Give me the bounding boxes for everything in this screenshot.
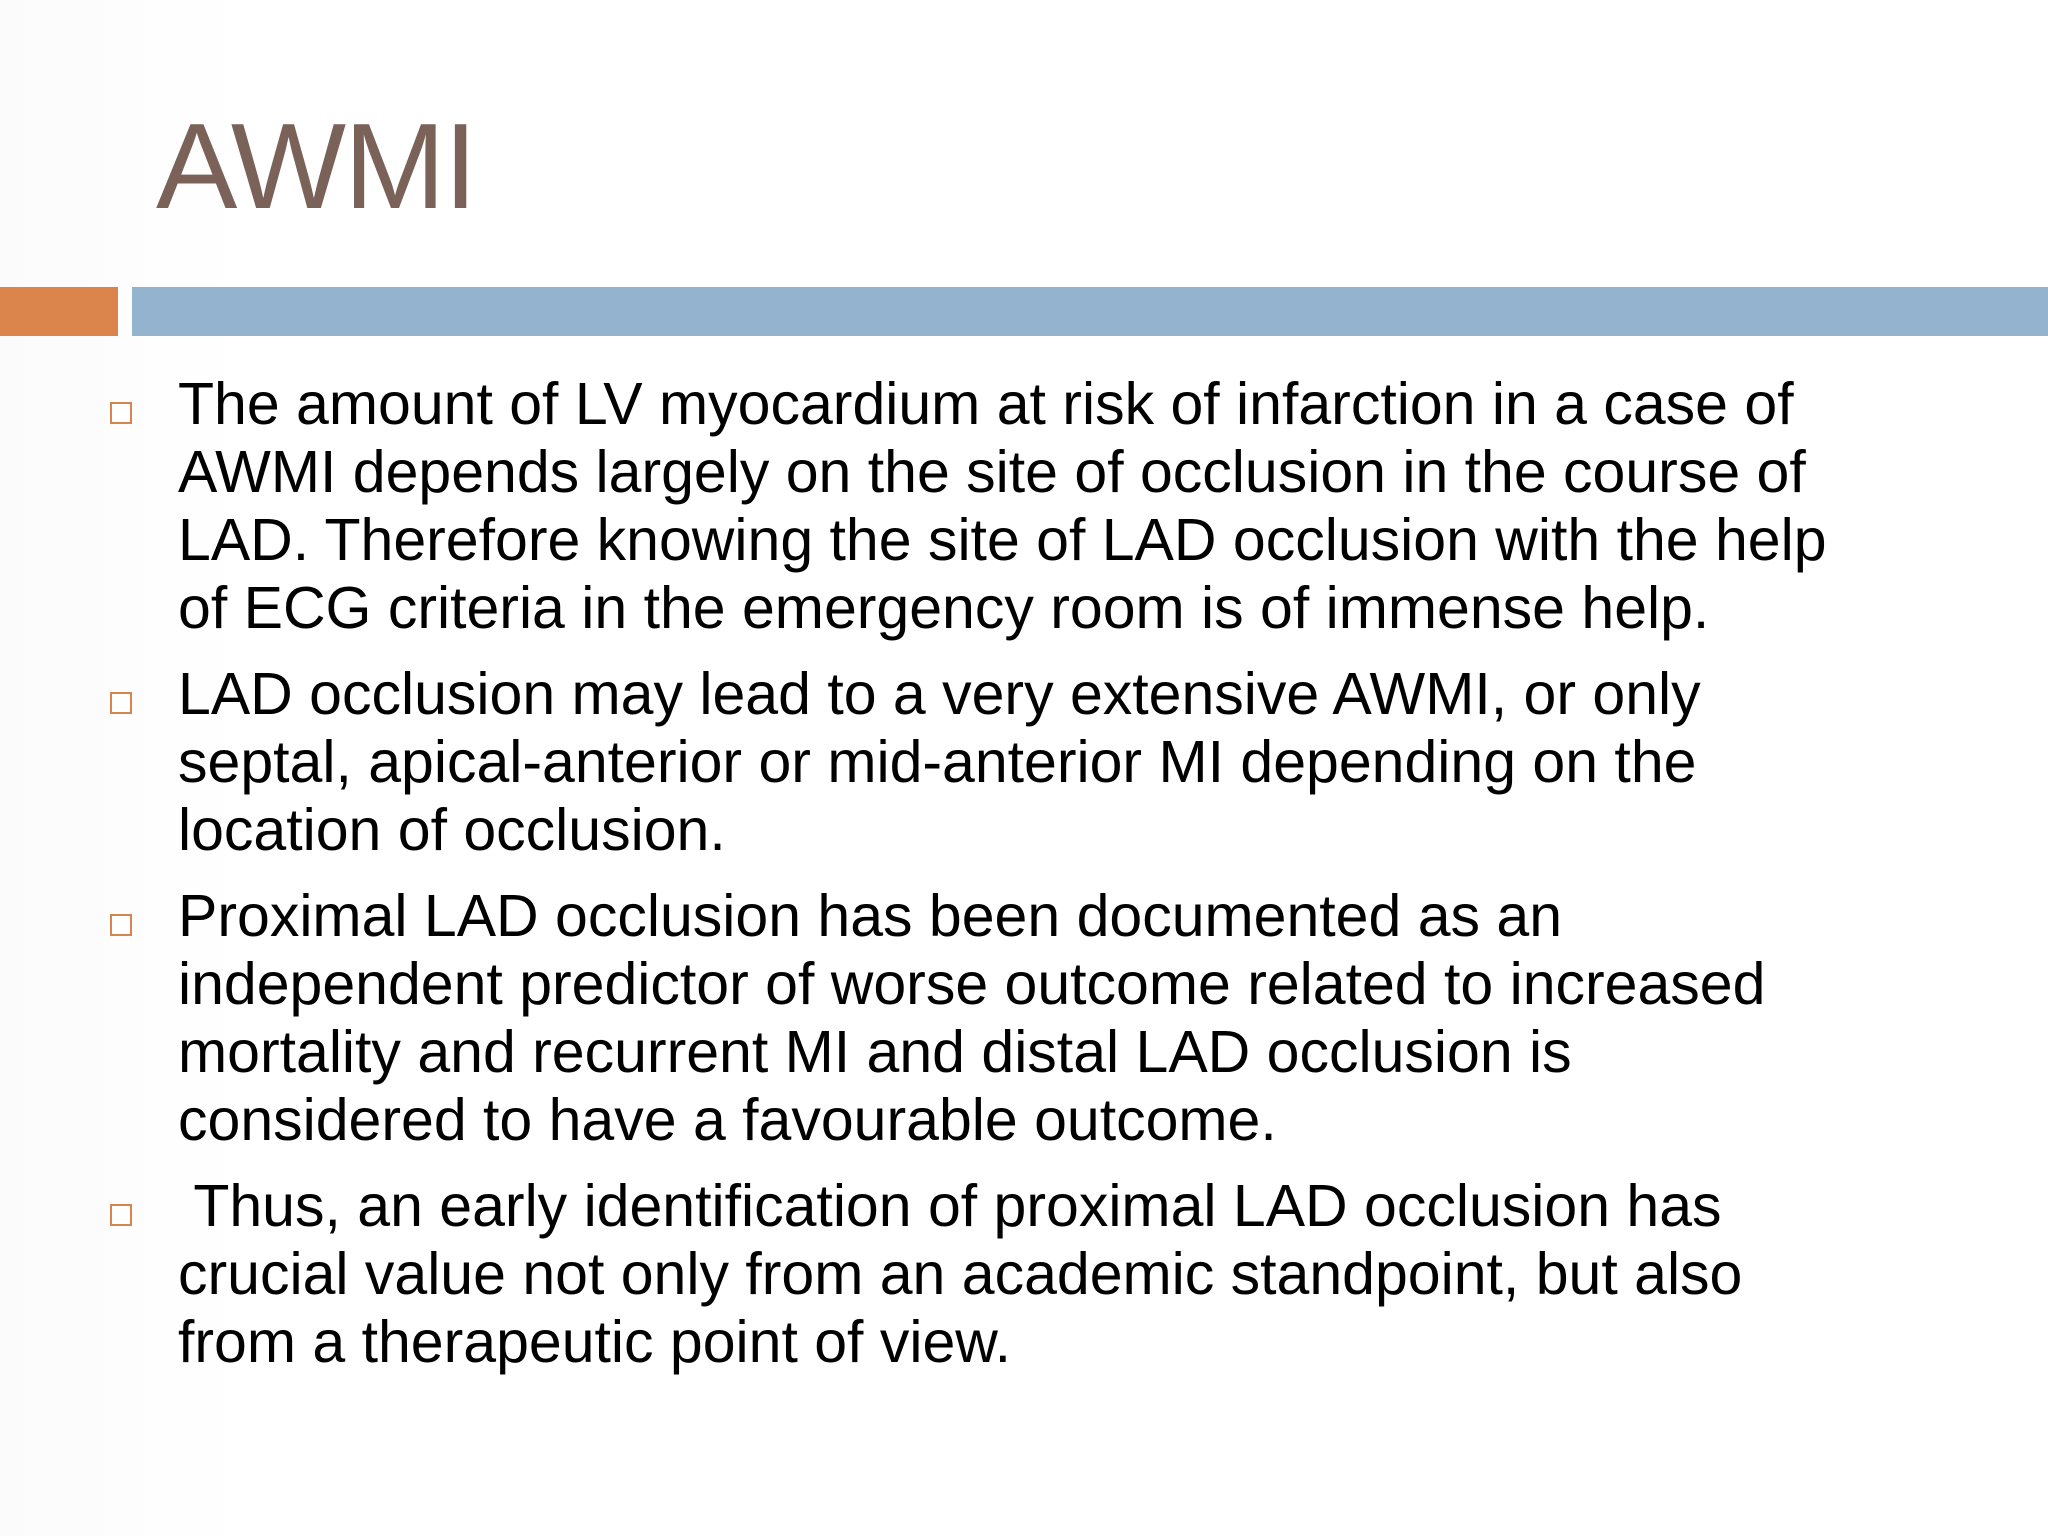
bullet-line: of ECG criteria in the emergency room is of immense help. [178,575,1710,641]
bullet-line: mortality and recurrent MI and distal LAD occlusion is [178,1019,1572,1085]
bullet-text [178,882,1938,1154]
square-bullet-icon [110,1204,132,1226]
bullet-line: location of occlusion. [178,797,726,863]
bullet-line: independent predictor of worse outcome related to increased [178,951,1766,1017]
bullet-text [178,660,1938,864]
bullet-line: The amount of LV myocardium at risk of infarction in a case of [178,371,1794,437]
bullet-line: Thus, an early identification of proximal LAD occlusion has [178,1173,1722,1239]
bullet-text [178,1172,1938,1376]
bullet-line: from a therapeutic point of view. [178,1309,1012,1375]
square-bullet-icon [110,402,132,424]
slide-title: AWMI [156,98,476,234]
bullet-line: LAD occlusion may lead to a very extensive AWMI, or only [178,661,1701,727]
bullet-line: LAD. Therefore knowing the site of LAD occlusion with the help [178,507,1827,573]
bullet-line: septal, apical-anterior or mid-anterior MI depending on the [178,729,1697,795]
square-bullet-icon [110,914,132,936]
square-bullet-icon [110,692,132,714]
bullet-text [178,370,1938,642]
bullet-line: AWMI depends largely on the site of occlusion in the course of [178,439,1806,505]
bullet-line: Proximal LAD occlusion has been documented as an [178,883,1563,949]
bullet-line: considered to have a favourable outcome. [178,1087,1277,1153]
bullet-line: crucial value not only from an academic standpoint, but also [178,1241,1743,1307]
